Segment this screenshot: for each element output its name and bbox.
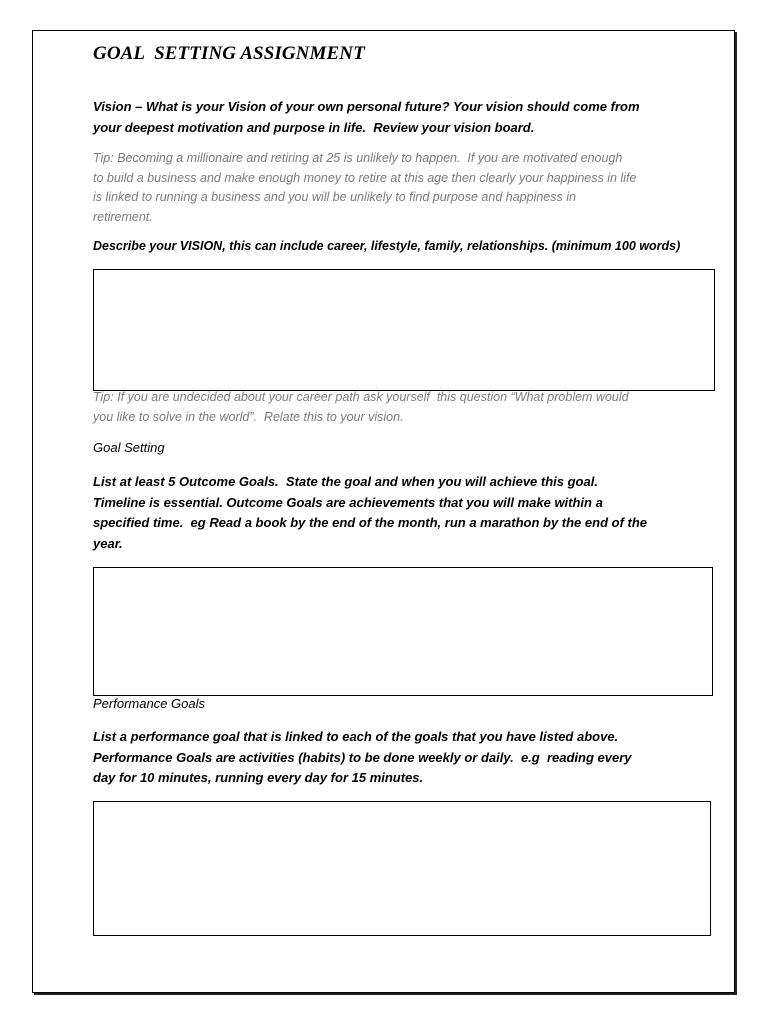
tip-line: to build a business and make enough money to retire at this age then clearly your happiness in life <box>93 170 637 185</box>
vision-answer-box[interactable] <box>93 269 715 391</box>
describe-vision-prompt <box>93 236 680 257</box>
document-title: GOAL SETTING ASSIGNMENT <box>93 43 365 64</box>
vision-intro-line: Vision – What is your Vision of your own personal future? Your vision should come from <box>93 99 640 114</box>
performance-goals-line: Performance Goals are activities (habits) to be done weekly or daily. e.g reading every <box>93 749 632 765</box>
tip-line: Tip: Becoming a millionaire and retiring at 25 is unlikely to happen. If you are motivated enough <box>93 151 623 165</box>
performance-goals-heading: Performance Goals <box>93 696 205 711</box>
describe-vision-line: Describe your VISION, this can include career, lifestyle, family, relationships. (minimum 100 words) <box>93 239 681 253</box>
tip-career-path <box>93 388 629 427</box>
performance-goals-answer-box[interactable] <box>93 801 711 936</box>
outcome-goals-instructions <box>93 472 647 554</box>
outcome-goals-line: year. <box>93 535 123 551</box>
tip-line: Tip: If you are undecided about your career path ask yourself this question “What problem would <box>93 390 629 404</box>
tip-line: retirement. <box>93 209 153 224</box>
outcome-goals-line: List at least 5 Outcome Goals. State the goal and when you will achieve this goal. <box>93 474 598 489</box>
outcome-goals-answer-box[interactable] <box>93 567 713 696</box>
tip-line: is linked to running a business and you will be unlikely to find purpose and happiness in <box>93 190 576 204</box>
outcome-goals-line: Timeline is essential. Outcome Goals are achievements that you will make within a <box>93 494 603 510</box>
tip-millionaire <box>93 149 636 227</box>
performance-goals-instructions <box>93 727 632 789</box>
performance-goals-line: List a performance goal that is linked to each of the goals that you have listed above. <box>93 729 619 744</box>
vision-intro <box>93 97 640 138</box>
tip-line: you like to solve in the world”. Relate this to your vision. <box>93 409 404 424</box>
outcome-goals-line: specified time. eg Read a book by the end of the month, run a marathon by the end of the <box>93 515 648 530</box>
goal-setting-heading: Goal Setting <box>93 440 165 455</box>
vision-intro-line: your deepest motivation and purpose in life. Review your vision board. <box>93 119 535 135</box>
performance-goals-line: day for 10 minutes, running every day for 15 minutes. <box>93 770 424 785</box>
